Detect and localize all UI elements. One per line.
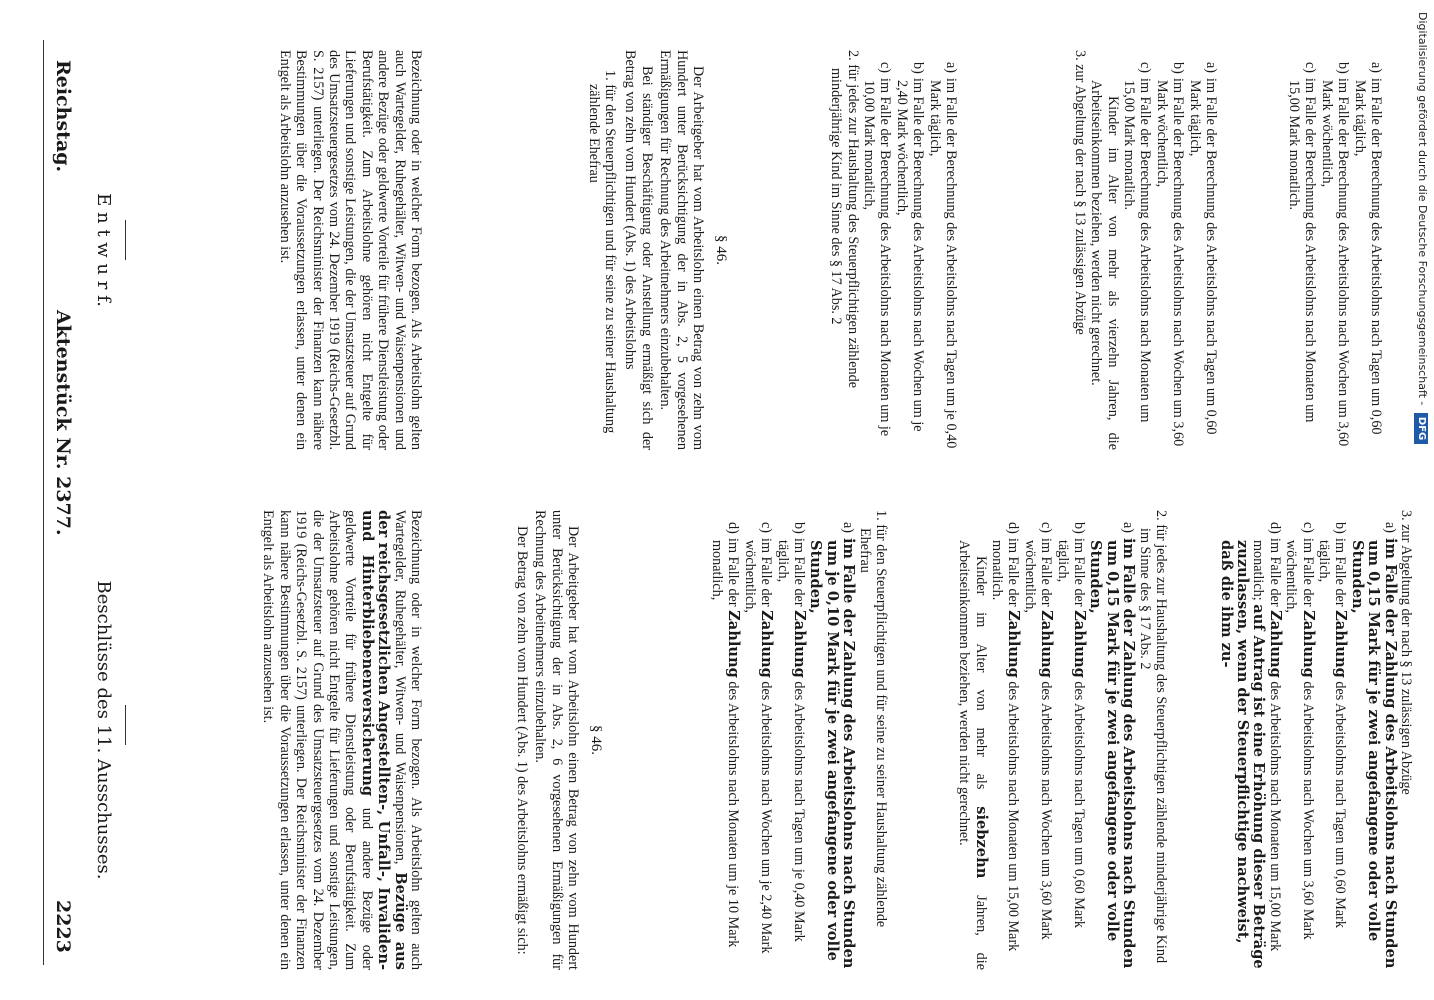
credit-text: Digitalisierung gefördert durch die Deutsche Forschungsgemeinschaft -	[1416, 12, 1429, 406]
left-item-1a: a)im Falle der Berechnung des Arbeitslohns nach Tagen um je 0,40 Mark täglich,	[926, 62, 959, 449]
left-item-3a: a)im Falle der Berechnung des Arbeitslohns nach Tagen um 0,60 Mark täglich,	[1351, 62, 1384, 435]
left-section-heading: § 46.	[713, 235, 729, 265]
right-item-3b: b)im Falle der Zahlung des Arbeitslohns nach Tagen um 0,60 Mark täglich,	[1315, 522, 1350, 928]
right-item-3: 3. zur Abgeltung der nach § 13 zulässigen Abzüge	[1398, 510, 1414, 795]
left-column-title: E n t w u r f.	[93, 193, 114, 307]
right-item-1: 1. für den Steuerpflichtigen und für seine zu seiner Haushaltung zählende Ehefrau	[856, 510, 889, 928]
left-section-46	[429, 50, 729, 450]
left-group-2	[1019, 50, 1219, 450]
left-para-1: Der Arbeitgeber hat vom Arbeitslohn einen Betrag von zehn vom Hundert unter Berücksichtigung der in Abs. 2, 5 vorgesehenen Ermäßigungen für Rechnung des Arbeitnehmers einzubehalten.	[657, 50, 706, 450]
left-item-2c: c)im Falle der Berechnung des Arbeitslohns nach Monaten um 15,00 Mark monatlich.	[1120, 62, 1154, 423]
header-left: Reichstag.	[52, 60, 74, 173]
page-number: 2223	[52, 900, 74, 953]
right-section-heading: § 46.	[588, 725, 604, 755]
right-title-rule	[125, 705, 126, 745]
left-item-1c: c)im Falle der Berechnung des Arbeitslohns nach Monaten um je 10,00 Mark monatlich,	[860, 62, 894, 437]
header-rule	[43, 40, 44, 965]
digitization-credit	[1412, 12, 1432, 988]
right-item-3c: c)im Falle der Zahlung des Arbeitslohns nach Wochen um 3,60 Mark wöchentlich,	[1283, 522, 1317, 940]
right-group-2	[894, 510, 1169, 970]
left-item-3b: b)im Falle der Berechnung des Arbeitslohns nach Wochen um 3,60 Mark wöchentlich,	[1318, 62, 1352, 447]
left-column	[134, 50, 424, 450]
right-column	[134, 510, 424, 970]
left-para-2: Bei ständiger Beschäftigung oder Anstellung ermäßigt sich der Betrag von zehn vom Hundert (Abs. 1) des Arbeitslohns	[622, 50, 655, 450]
header-center: Aktenstück Nr. 2377.	[52, 310, 74, 536]
right-kinder-note: Kinder im Alter von mehr als siebzehn Jahren, die Arbeitseinkommen beziehen, werden nicht gerechnet.	[956, 540, 990, 970]
left-item-3: 3. zur Abgeltung der nach § 13 zulässigen Abzüge	[1071, 50, 1088, 335]
left-title-rule	[125, 220, 126, 260]
right-item-1c: c)im Falle der Zahlung des Arbeitslohns nach Wochen um je 2,40 Mark wöchentlich,	[741, 522, 776, 954]
right-item-2c: c)im Falle der Zahlung des Arbeitslohns nach Wochen um 3,60 Mark wöchentlich,	[1021, 522, 1056, 940]
right-column-title: Beschlüsse des 11. Ausschusses.	[93, 580, 114, 880]
right-item-1a: a)im Falle der Zahlung des Arbeitslohns nach Stunden um je 0,10 Mark für je zwei angefangene oder volle Stunden,	[807, 522, 858, 969]
left-item-3c: c)im Falle der Berechnung des Arbeitslohns nach Monaten um 15,00 Mark monatlich.	[1285, 62, 1319, 423]
left-group-3	[1264, 50, 1384, 450]
right-item-1b: b)im Falle der Zahlung des Arbeitslohns nach Tagen um je 0,40 Mark täglich,	[774, 522, 808, 942]
right-item-2a: a)im Falle der Zahlung des Arbeitslohns nach Stunden um 0,15 Mark für je zwei angefangene oder volle Stunden,	[1087, 522, 1138, 969]
left-item-2a: a)im Falle der Berechnung des Arbeitslohns nach Tagen um 0,60 Mark täglich,	[1186, 62, 1219, 435]
left-group-1	[779, 50, 959, 450]
right-item-2d: d)im Falle der Zahlung des Arbeitslohns nach Monaten um 15,00 Mark monatlich.	[988, 522, 1023, 952]
right-item-2: 2. für jedes zur Haushaltung des Steuerpflichtigen zählende minderjährige Kind im Sinne des § 17 Abs. 2	[1136, 510, 1169, 964]
right-group-3	[1174, 510, 1414, 970]
left-item-2: 2. für jedes zur Haushaltung des Steuerpflichtigen zählende minderjährige Kind im Sinne des § 17 Abs. 2	[828, 50, 861, 389]
left-item-1b: b)im Falle der Berechnung des Arbeitslohns nach Wochen um je 2,40 Mark wöchentlich,	[893, 62, 927, 432]
right-item-2b: b)im Falle der Zahlung des Arbeitslohns nach Tagen um 0,60 Mark täglich,	[1054, 522, 1088, 928]
left-kinder-note: Kinder im Alter von mehr als vierzehn Jahren, die Arbeitseinkommen beziehen, werden nicht gerechnet.	[1088, 80, 1121, 450]
dfg-logo: DFG	[1414, 413, 1428, 444]
right-group-1	[609, 510, 889, 970]
right-para-2: Der Betrag von zehn vom Hundert (Abs. 1) des Arbeitslohns ermäßigt sich:	[513, 526, 530, 955]
right-para-1: Der Arbeitgeber hat vom Arbeitslohn einen Betrag von zehn vom Hundert unter Berücksichtigung der in Abs. 2, 6 vorgesehenen Ermäßigungen für Rechnung des Arbeitnehmers einzubehalten.	[532, 510, 581, 970]
right-item-3d: d)im Falle der Zahlung des Arbeitslohns nach Monaten um 15,00 Mark monatlich; auf Antrag ist eine Erhöhung dieser Beträge zuzulassen, wenn der Steuerpflichtige nachweist, daß die ihm zu-	[1217, 522, 1284, 969]
right-section-46	[429, 510, 604, 970]
left-item-2b: b)im Falle der Berechnung des Arbeitslohns nach Wochen um 3,60 Mark wöchentlich,	[1153, 62, 1187, 447]
right-intro: Bezeichnung oder in welcher Form bezogen. Als Arbeitslohn gelten auch Wartegelder, Ruhegehälter, Witwen- und Waisenpensionen, Bezüge aus der reichsgesetzlichen Angestellten-, Unfall-, Invaliden- und Hinterbliebenenversicherung und andere Bezüge oder geldwerte Vorteile für frühere Dienstleistung oder Berufstätigkeit. Zum Arbeitslohne gehören nicht Entgelte für Lieferungen und sonstige Leistungen, die der Umsatzsteuer auf Grund des Umsatzsteuergesetzes vom 24. Dezember 1919 (Reichs-Gesetzbl. S. 2157) unterliegen. Der Reichsminister der Finanzen kann nähere Bestimmungen über die Voraussetzungen erlassen, unter denen ein Entgelt als Arbeitslohn anzusehen ist.	[260, 510, 424, 970]
left-item-1: 1. für den Steuerpflichtigen und für seine zu seiner Haushaltung zählende Ehefrau	[585, 70, 618, 434]
right-item-1d: d)im Falle der Zahlung des Arbeitslohns nach Monaten um je 10 Mark monatlich,	[708, 522, 743, 948]
right-item-3a: a)im Falle der Zahlung des Arbeitslohns nach Stunden um 0,15 Mark für je zwei angefangene oder volle Stunden,	[1348, 522, 1399, 969]
left-intro: Bezeichnung oder in welcher Form bezogen. Als Arbeitslohn gelten auch Wartegelder, Ruhegehälter, Witwen- und Waisenpensionen und andere Bezüge oder geldwerte Vorteile für frühere Dienstleistung oder Berufstätigkeit. Zum Arbeitslohne gehören nicht Entgelte für Lieferungen und sonstige Leistungen, die der Umsatzsteuer auf Grund des Umsatzsteuergesetzes vom 24. Dezember 1919 (Reichs-Gesetzbl. S. 2157) unterliegen. Der Reichsminister der Finanzen kann nähere Bestimmungen über die Voraussetzungen erlassen, unter denen ein Entgelt als Arbeitslohn anzusehen ist.	[276, 50, 424, 450]
